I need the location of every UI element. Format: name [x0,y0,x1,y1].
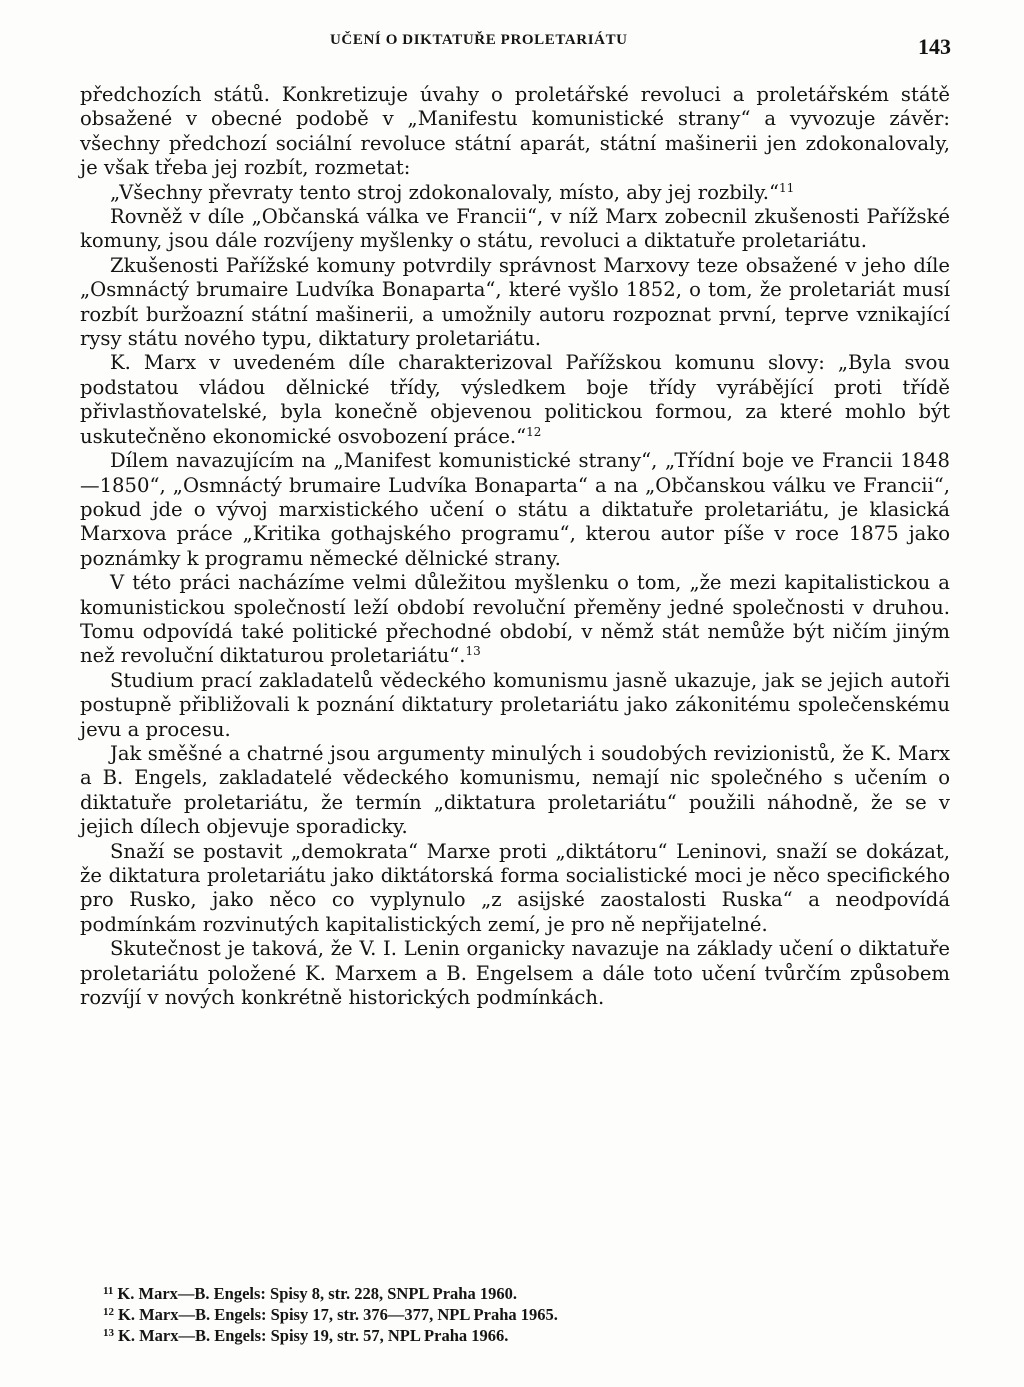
body-text [80,83,950,1010]
paragraph: Skutečnost je taková, že V. I. Lenin organicky navazuje na základy učení o diktatuře proletariátu položené K. Marxem a B. Engelsem a dále toto učení tvůrčím způsobem rozvíjí v nových konkrétně historických podmínkách. [80,937,950,1010]
footnote-reference: 12 [526,424,542,439]
paragraph: K. Marx v uvedeném díle charakterizoval Pařížskou komunu slovy: „Byla svou podstatou vládou dělnické třídy, výsledkem boje třídy vyrábějící proti třídě přivlastňovatelské, byla konečně objevenou politickou formou, za které mohlo být uskutečněno ekonomické osvobození práce.“$^{12}$ [80,351,950,448]
footnote: $^{11}$ K. Marx—B. Engels: Spisy 8, str. 228, SNPL Praha 1960. [103,1284,517,1303]
footnote: $^{12}$ K. Marx—B. Engels: Spisy 17, str. 376—377, NPL Praha 1965. [103,1305,558,1324]
paragraph: Rovněž v díle „Občanská válka ve Francii“, v níž Marx zobecnil zkušenosti Pařížské komuny, jsou dále rozvíjeny myšlenky o státu, revoluci a diktatuře proletariátu. [80,205,950,253]
paragraph: Zkušenosti Pařížské komuny potvrdily správnost Marxovy teze obsažené v jeho díle „Osmnáctý brumaire Ludvíka Bonaparta“, které vyšlo 1852, o tom, že proletariát musí rozbít buržoazní státní mašinerii, a umožnily autoru rozpoznat první, teprve vznikající rysy státu nového typu, diktatury proletariátu. [80,253,950,351]
paragraph: Snaží se postavit „demokrata“ Marxe proti „diktátoru“ Leninovi, snaží se dokázat, že diktatura proletariátu jako diktátorská forma socialistické moci je něco specifického pro Rusko, jako něco co vyplynulo „z asijské zaostalosti Ruska“ a neodpovídá podmínkám rozvinutých kapitalistických zemí, je pro ně nepřijatelné. [80,839,950,936]
paragraph: Studium prací zakladatelů vědeckého komunismu jasně ukazuje, jak se jejich autoři postupně přibližovali k poznání diktatury proletariátu jako zákonitému společenskému jevu a procesu. [80,668,950,741]
running-head: UČENÍ O DIKTATUŘE PROLETARIÁTU [330,32,628,48]
footnote-number: 13 [103,1327,114,1339]
footnote-reference: 13 [465,644,481,659]
footnotes [103,1283,863,1346]
footnote-reference: 11 [779,180,795,195]
footnote-number: 12 [103,1306,114,1318]
paragraph: „Všechny převraty tento stroj zdokonalovaly, místo, aby jej rozbily.“$^{11}$ [110,180,795,204]
page-number: 143 [918,34,951,59]
paragraph: V této práci nacházíme velmi důležitou myšlenku o tom, „že mezi kapitalistickou a komunistickou společností leží období revoluční přeměny jedné společnosti v druhou. Tomu odpovídá také politické přechodné období, v němž stát nemůže být ničím jiným než revoluční diktaturou proletariátu“.$^{13}$ [80,571,950,668]
paragraph: Jak směšné a chatrné jsou argumenty minulých i soudobých revizionistů, že K. Marx a B. Engels, zakladatelé vědeckého komunismu, nemají nic společného s učením o diktatuře proletariátu, že termín „diktatura proletariátu“ použili náhodně, že se v jejich dílech objevuje sporadicky. [80,741,950,839]
paragraph: předchozích států. Konkretizuje úvahy o proletářské revoluci a proletářském státě obsažené v obecné podobě v „Manifestu komunistické strany“ a vyvozuje závěr: všechny předchozí sociální revoluce státní aparát, státní mašinerii jen zdokonalovaly, je však třeba jej rozbít, rozmetat: [80,83,950,180]
paragraph: Dílem navazujícím na „Manifest komunistické strany“, „Třídní boje ve Francii 1848—1850“, „Osmnáctý brumaire Ludvíka Bonaparta“ a na „Občanskou válku ve Francii“, pokud jde o vývoj marxistického učení o státu a diktatuře proletariátu, je klasická Marxova práce „Kritika gothajského programu“, kterou autor píše v roce 1875 jako poznámky k programu německé dělnické strany. [80,449,950,570]
footnote-number: 11 [103,1285,114,1297]
footnote: $^{13}$ K. Marx—B. Engels: Spisy 19, str. 57, NPL Praha 1966. [103,1326,509,1345]
